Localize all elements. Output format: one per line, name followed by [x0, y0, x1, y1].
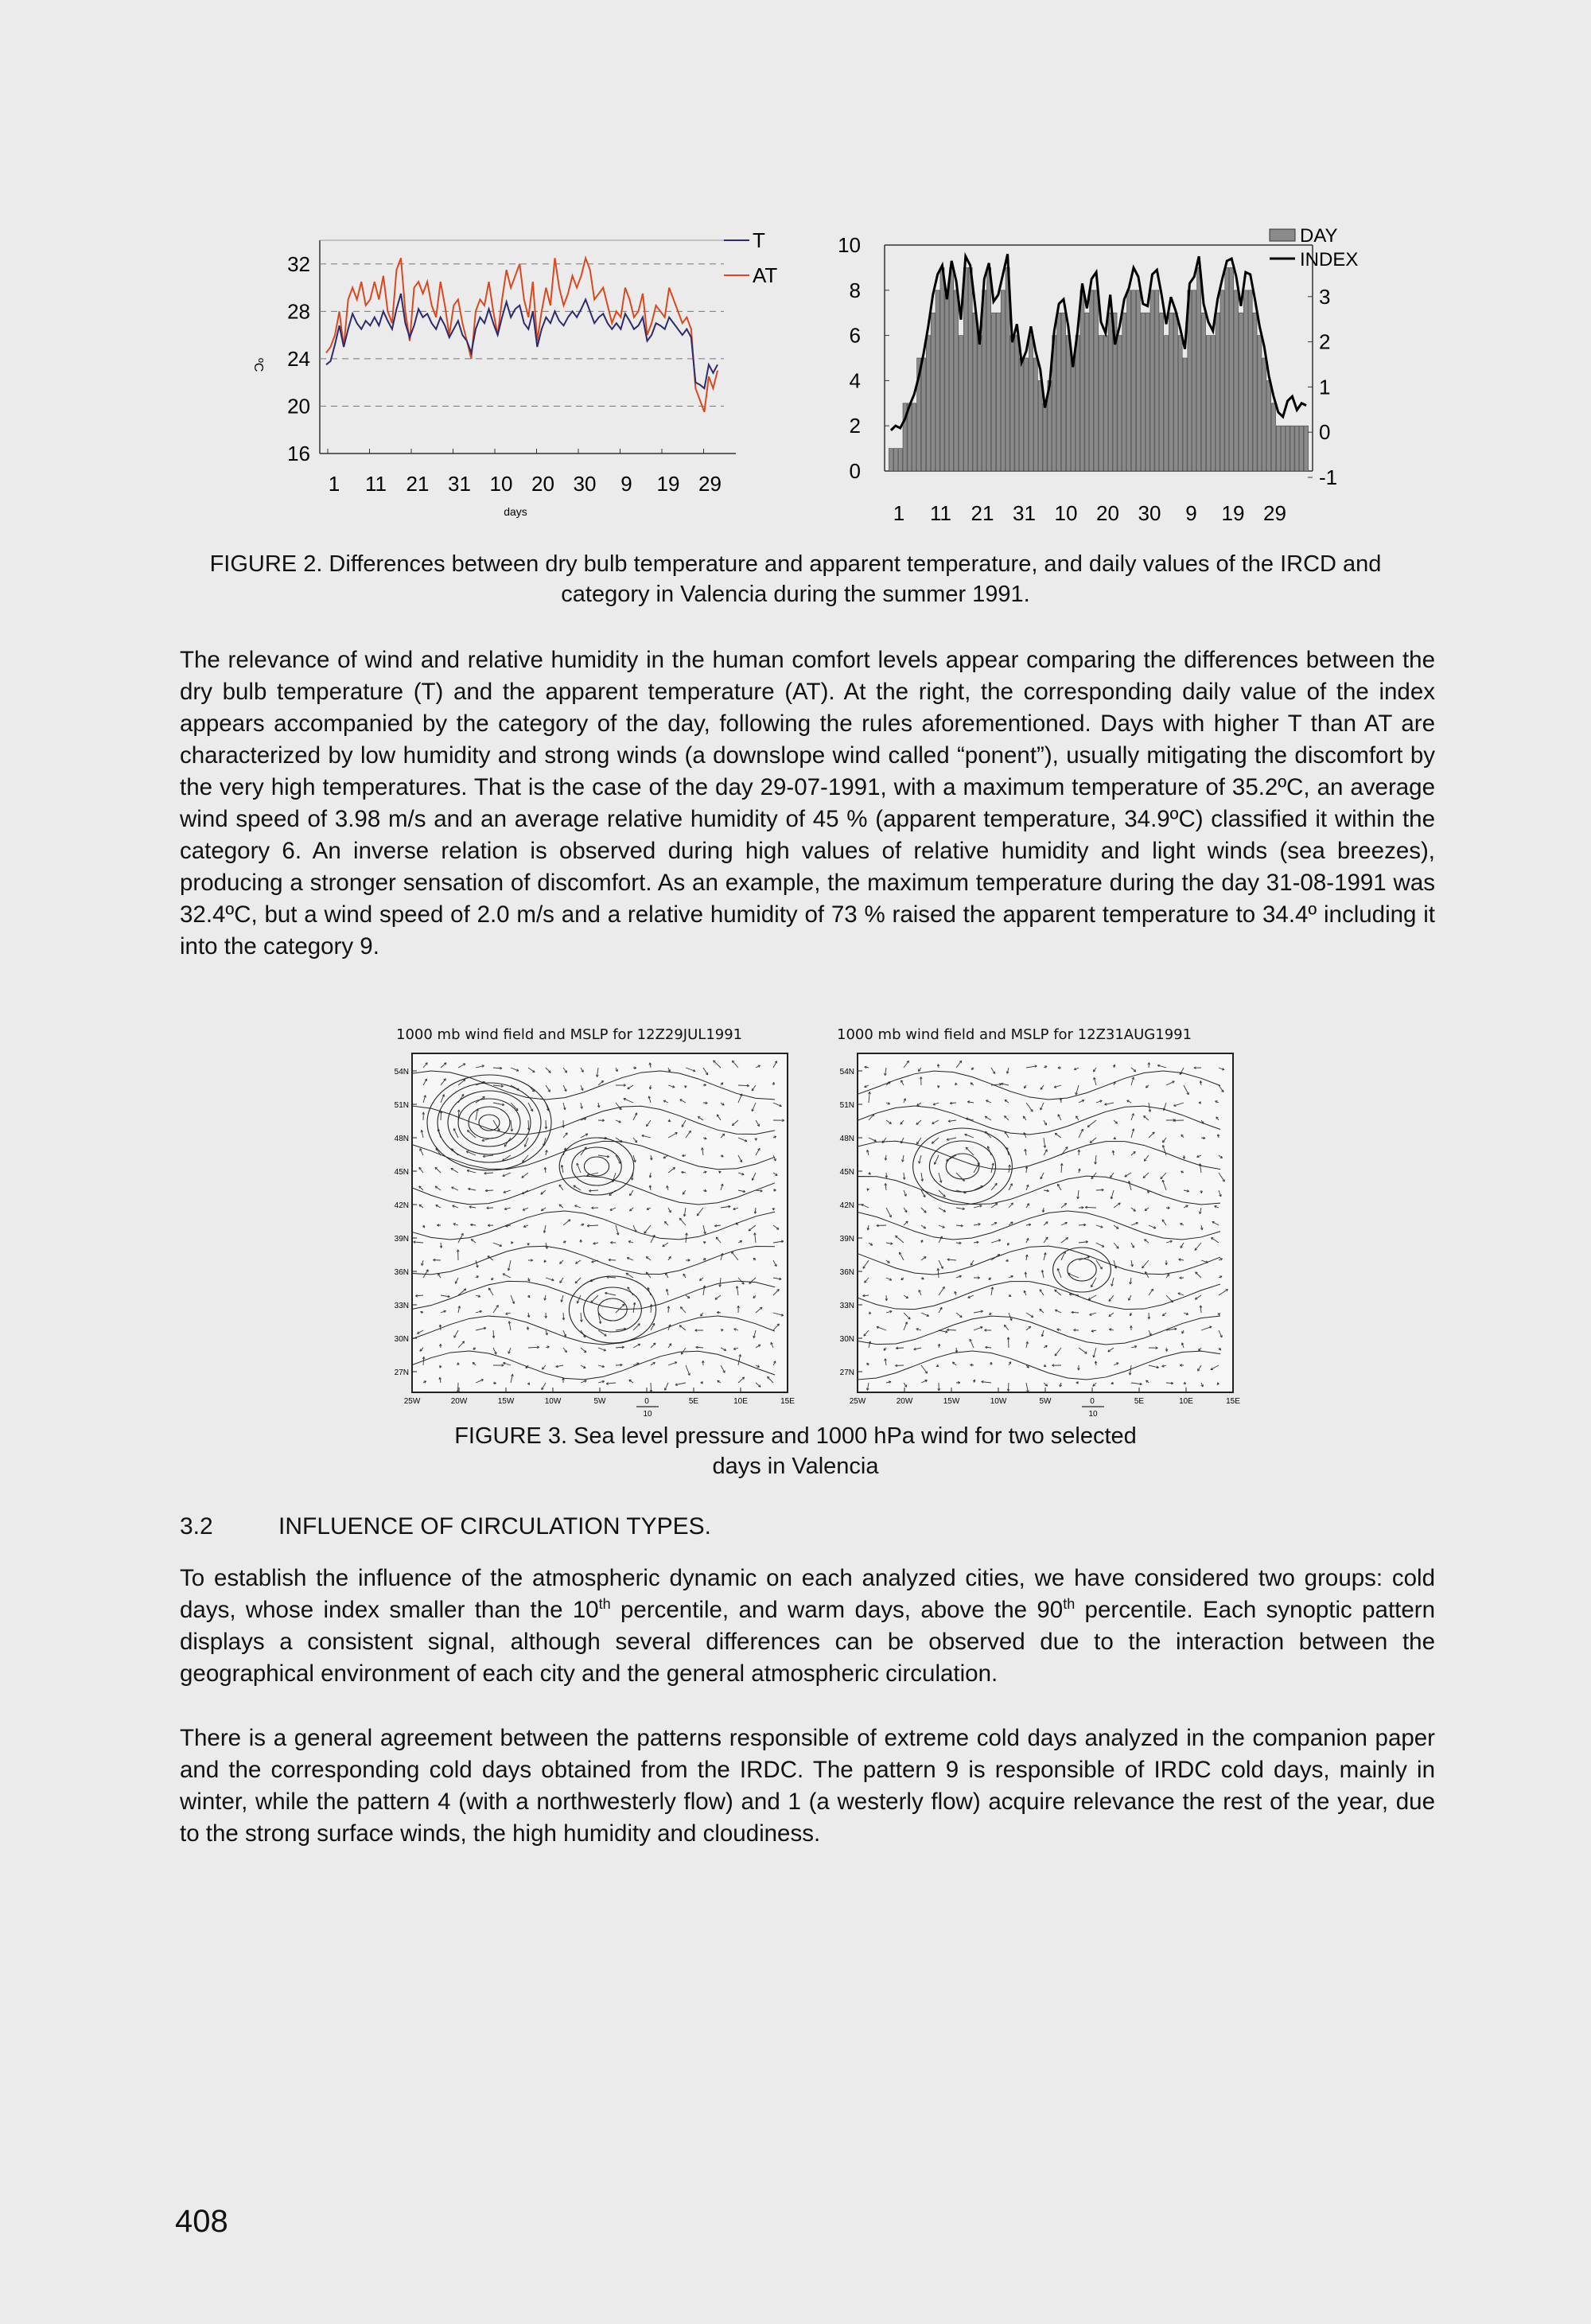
wind-arrow [1085, 1207, 1096, 1208]
left-y-tick-label: 2 [849, 414, 861, 438]
bar-day [1095, 290, 1099, 471]
x-tick-label: 29 [698, 472, 722, 496]
bar-day [1118, 336, 1122, 471]
lon-label: 5W [1039, 1397, 1052, 1406]
left-y-tick-label: 4 [849, 368, 861, 393]
bar-day [1183, 358, 1187, 471]
lat-label: 42N [394, 1201, 409, 1210]
y-tick-label: 28 [287, 299, 310, 324]
superscript-th-1: th [598, 1596, 611, 1613]
x-tick-label: 20 [531, 472, 554, 496]
bar-day [1015, 336, 1019, 471]
bar-day [1033, 358, 1037, 471]
lon-label: 15E [780, 1397, 795, 1406]
wind-arrow [1008, 1383, 1009, 1392]
lat-label: 48N [394, 1135, 409, 1143]
bar-day [1286, 426, 1290, 471]
lon-label: 0 [1090, 1397, 1095, 1406]
superscript-th-2: th [1063, 1596, 1076, 1613]
legend-label-index: INDEX [1300, 249, 1359, 271]
bar-day [1103, 336, 1107, 471]
bar-day [1173, 313, 1177, 471]
section-heading [180, 1513, 711, 1540]
bar-day [1243, 290, 1247, 471]
lat-label: 30N [839, 1335, 854, 1344]
wind-arrow [947, 1329, 956, 1330]
right-y-tick-label: 2 [1319, 329, 1331, 354]
bar-day [1262, 358, 1266, 471]
wind-arrow [877, 1225, 886, 1226]
section-title: INFLUENCE OF CIRCULATION TYPES. [278, 1513, 711, 1540]
lat-label: 36N [839, 1268, 854, 1277]
lat-label: 42N [839, 1201, 854, 1210]
scale-label: 10 [1088, 1410, 1098, 1419]
left-y-tick-label: 10 [838, 233, 861, 257]
bar-day [963, 267, 967, 471]
map2-wind-pressure [819, 1047, 1249, 1419]
x-tick-label: 19 [656, 472, 680, 496]
right-y-tick-label: 1 [1319, 375, 1331, 399]
bar-day [1150, 290, 1154, 471]
lat-label: 33N [394, 1302, 409, 1310]
lat-label: 39N [394, 1235, 409, 1244]
lat-label: 45N [394, 1168, 409, 1177]
bar-day [1099, 336, 1103, 471]
left-chart-ylabel: ºC [251, 358, 265, 372]
lon-label: 25W [849, 1397, 866, 1406]
bar-day [950, 267, 954, 471]
bar-day [1136, 290, 1140, 471]
map1-wind-pressure [374, 1047, 803, 1419]
bar-day [1127, 290, 1131, 471]
right-chart-legend [1270, 225, 1358, 271]
left-chart-legend [724, 228, 777, 287]
bar-day [1085, 313, 1089, 471]
figure3-caption-line1: FIGURE 3. Sea level pressure and 1000 hPa wind for two selected [454, 1423, 1137, 1449]
lon-label: 5E [1134, 1397, 1145, 1406]
bar-day [1076, 336, 1079, 471]
lon-label: 10E [733, 1397, 748, 1406]
bar-day [1066, 336, 1070, 471]
x-tick-label: 31 [1013, 501, 1036, 525]
bar-day [1146, 313, 1149, 471]
lon-label: 10W [544, 1397, 562, 1406]
left-y-tick-label: 0 [849, 459, 861, 483]
lat-label: 36N [394, 1268, 409, 1277]
lon-label: 15W [943, 1397, 960, 1406]
lat-label: 27N [839, 1368, 854, 1377]
bar-day [1197, 267, 1201, 471]
bar-day [1178, 336, 1182, 471]
lon-label: 0 [644, 1397, 649, 1406]
left-chart-x-ticks [328, 449, 722, 496]
lon-label: 15W [497, 1397, 515, 1406]
bar-day [1071, 358, 1075, 471]
bar-day [1258, 336, 1262, 471]
lon-label: 5W [593, 1397, 606, 1406]
bar-day [1276, 426, 1280, 471]
lat-label: 54N [839, 1068, 854, 1076]
bar-day [973, 313, 977, 471]
bar-day [1220, 290, 1224, 471]
bar-day [1169, 313, 1173, 471]
x-tick-label: 10 [1054, 501, 1078, 525]
x-tick-label: 9 [620, 472, 632, 496]
bar-day [940, 267, 944, 471]
bar-day [1192, 290, 1196, 471]
bar-day [1211, 336, 1215, 471]
page-number: 408 [175, 2204, 228, 2239]
bar-day [912, 403, 916, 471]
left-chart-xlabel: days [504, 505, 527, 518]
paragraph-1: The relevance of wind and relative humidity in the human comfort levels appear comparing the differences between the dry bulb temperature (T) and the apparent temperature (AT). At the right, the corresponding daily value of the index appears accompanied by the category of the day, following the rules aforementioned. Days with higher T than AT are characterized by low humidity and strong winds (a downslope wind called “ponent”), usually mitigating the discomfort by the very high temperatures. That is the case of the day 29-07-1991, with a maximum temperature of 35.2ºC, an average wind speed of 3.98 m/s and an average relative humidity of 45 % (apparent temperature, 34.9ºC) classified it within the category 6. An inverse relation is observed during high values of relative humidity and light winds (sea breezes), producing a stronger sensation of discomfort. As an example, the maximum temperature during the day 31-08-1991 was 32.4ºC, but a wind speed of 2.0 m/s and a relative humidity of 73 % raised the apparent temperature to 34.4º including it into the category 9. [180, 647, 1435, 960]
bar-day [968, 267, 972, 471]
bar-day [1001, 290, 1005, 471]
x-tick-label: 9 [1185, 501, 1197, 525]
wind-arrow [441, 1111, 442, 1120]
lat-label: 30N [394, 1335, 409, 1344]
y-tick-label: 16 [287, 442, 310, 465]
figure3-caption [183, 1421, 1408, 1481]
bar-day [991, 313, 995, 471]
lat-label: 39N [839, 1235, 854, 1244]
bar-day [978, 336, 982, 471]
bar-day [959, 336, 963, 471]
bar-day [1239, 313, 1243, 471]
right-y-tick-label: 3 [1319, 284, 1331, 309]
bar-day [1230, 267, 1234, 471]
bar-day [1206, 336, 1210, 471]
bar-day [1290, 426, 1294, 471]
left-y-tick-label: 8 [849, 278, 861, 302]
bar-day [1043, 403, 1047, 471]
y-tick-label: 32 [287, 251, 310, 276]
figure3-caption-line2: days in Valencia [712, 1454, 879, 1479]
x-tick-label: 11 [930, 501, 951, 525]
right-chart-left-y-ticks [838, 233, 889, 483]
lon-label: 15E [1226, 1397, 1240, 1406]
map-frame [858, 1053, 1233, 1392]
bar-day [1131, 290, 1135, 471]
bar-day [1160, 313, 1164, 471]
series-line-t [326, 294, 718, 388]
bar-day [889, 449, 893, 471]
lon-label: 10E [1179, 1397, 1193, 1406]
lat-label: 51N [839, 1101, 854, 1110]
legend-swatch-day [1270, 229, 1295, 241]
bar-day [1155, 290, 1159, 471]
bar-day [1020, 358, 1024, 471]
paragraph-2-part2: percentile, and warm days, above the 90 [610, 1597, 1064, 1623]
bar-day [1235, 290, 1239, 471]
left-y-tick-label: 6 [849, 323, 861, 348]
x-tick-label: 21 [406, 472, 430, 496]
lat-label: 51N [394, 1101, 409, 1110]
bar-day [1295, 426, 1299, 471]
bar-day [931, 313, 935, 471]
x-tick-label: 10 [489, 472, 513, 496]
bar-day [1010, 336, 1014, 471]
bar-day [1057, 313, 1061, 471]
section-number: 3.2 [180, 1513, 213, 1540]
right-y-tick-label: 0 [1319, 420, 1331, 445]
bar-day [1225, 267, 1229, 471]
bar-day [1271, 403, 1275, 471]
figure2-right-chart [819, 223, 1376, 541]
bar-day [1025, 358, 1029, 471]
bar-day [1108, 313, 1112, 471]
bar-day [1253, 313, 1257, 471]
right-y-tick-label: -1 [1319, 465, 1338, 489]
bar-day [955, 290, 959, 471]
bar-day [893, 449, 897, 471]
x-tick-label: 29 [1263, 501, 1286, 525]
lat-label: 48N [839, 1135, 854, 1143]
x-tick-label: 1 [893, 501, 905, 525]
bar-day [1090, 290, 1094, 471]
bar-day [1080, 290, 1084, 471]
scale-label: 10 [643, 1410, 652, 1419]
paragraph-3: There is a general agreement between the patterns responsible of extreme cold days analyzed in the companion paper and the corresponding cold days obtained from the IRDC. The pattern 9 is responsible of IRDC cold days, mainly in winter, while the pattern 4 (with a northwesterly flow) and 1 (a westerly flow) acquire relevance the rest of the year, due to the strong surface winds, the high humidity and cloudiness. [180, 1725, 1435, 1847]
paragraph-2 [180, 1563, 1435, 1690]
series-line-at [326, 258, 718, 412]
x-tick-label: 19 [1221, 501, 1245, 525]
bar-day [1300, 426, 1304, 471]
x-tick-label: 30 [573, 472, 597, 496]
x-tick-label: 11 [365, 472, 387, 496]
x-tick-label: 21 [971, 501, 994, 525]
x-tick-label: 30 [1138, 501, 1161, 525]
bar-day [1029, 336, 1033, 471]
x-tick-label: 31 [448, 472, 471, 496]
legend-label-day: DAY [1300, 225, 1338, 247]
paragraph-2-part3: percentile. Each synoptic pattern displays a consistent signal, although several differences can be observed due to the interaction between the geographical environment of each city and the general atmospheric circulation. [180, 1597, 1435, 1687]
bar-day [936, 290, 939, 471]
bar-day [987, 267, 991, 471]
lon-label: 20W [450, 1397, 468, 1406]
bar-day [1248, 290, 1252, 471]
bar-day [1141, 313, 1145, 471]
lat-label: 54N [394, 1068, 409, 1076]
bar-day [996, 313, 1000, 471]
lon-label: 5E [688, 1397, 699, 1406]
x-tick-label: 1 [328, 472, 340, 496]
bar-day [921, 358, 925, 471]
bar-day [898, 449, 902, 471]
lon-label: 25W [403, 1397, 421, 1406]
x-tick-label: 20 [1096, 501, 1119, 525]
left-chart-y-ticks [287, 252, 310, 465]
bar-day [1216, 313, 1220, 471]
legend-label-t: T [753, 228, 765, 252]
bar-day [1305, 426, 1309, 471]
bar-day [1165, 336, 1169, 471]
bar-day [1061, 313, 1065, 471]
lon-label: 10W [990, 1397, 1007, 1406]
right-chart-x-ticks [893, 501, 1286, 525]
lat-label: 33N [839, 1302, 854, 1310]
lat-label: 45N [839, 1168, 854, 1177]
paragraph-2-part1: To establish the influence of the atmospheric dynamic on each analyzed cities, we have considered two groups: cold days, whose index smaller than the 10 [180, 1565, 1435, 1623]
map1-title: 1000 mb wind field and MSLP for 12Z29JUL1991 [396, 1026, 743, 1043]
wind-arrow [651, 1383, 652, 1392]
y-tick-label: 20 [287, 394, 310, 418]
lon-label: 20W [896, 1397, 913, 1406]
bar-day [1122, 313, 1126, 471]
bar-day [1201, 313, 1205, 471]
lat-label: 27N [394, 1368, 409, 1377]
legend-label-at: AT [753, 263, 778, 287]
map2-title: 1000 mb wind field and MSLP for 12Z31AUG1991 [837, 1026, 1192, 1043]
bar-day [945, 290, 949, 471]
bar-day [908, 403, 912, 471]
bar-day [1281, 426, 1285, 471]
bar-day [1267, 380, 1271, 471]
wind-arrow [1008, 1337, 1009, 1348]
bar-day [982, 290, 986, 471]
y-tick-label: 24 [287, 346, 310, 371]
figure2-caption: FIGURE 2. Differences between dry bulb temperature and apparent temperature, and daily values of the IRCD and category in Valencia during the summer 1991. [209, 551, 1382, 607]
figure2-left-chart [215, 223, 788, 541]
bar-day [1038, 380, 1042, 471]
bar-day [926, 336, 930, 471]
